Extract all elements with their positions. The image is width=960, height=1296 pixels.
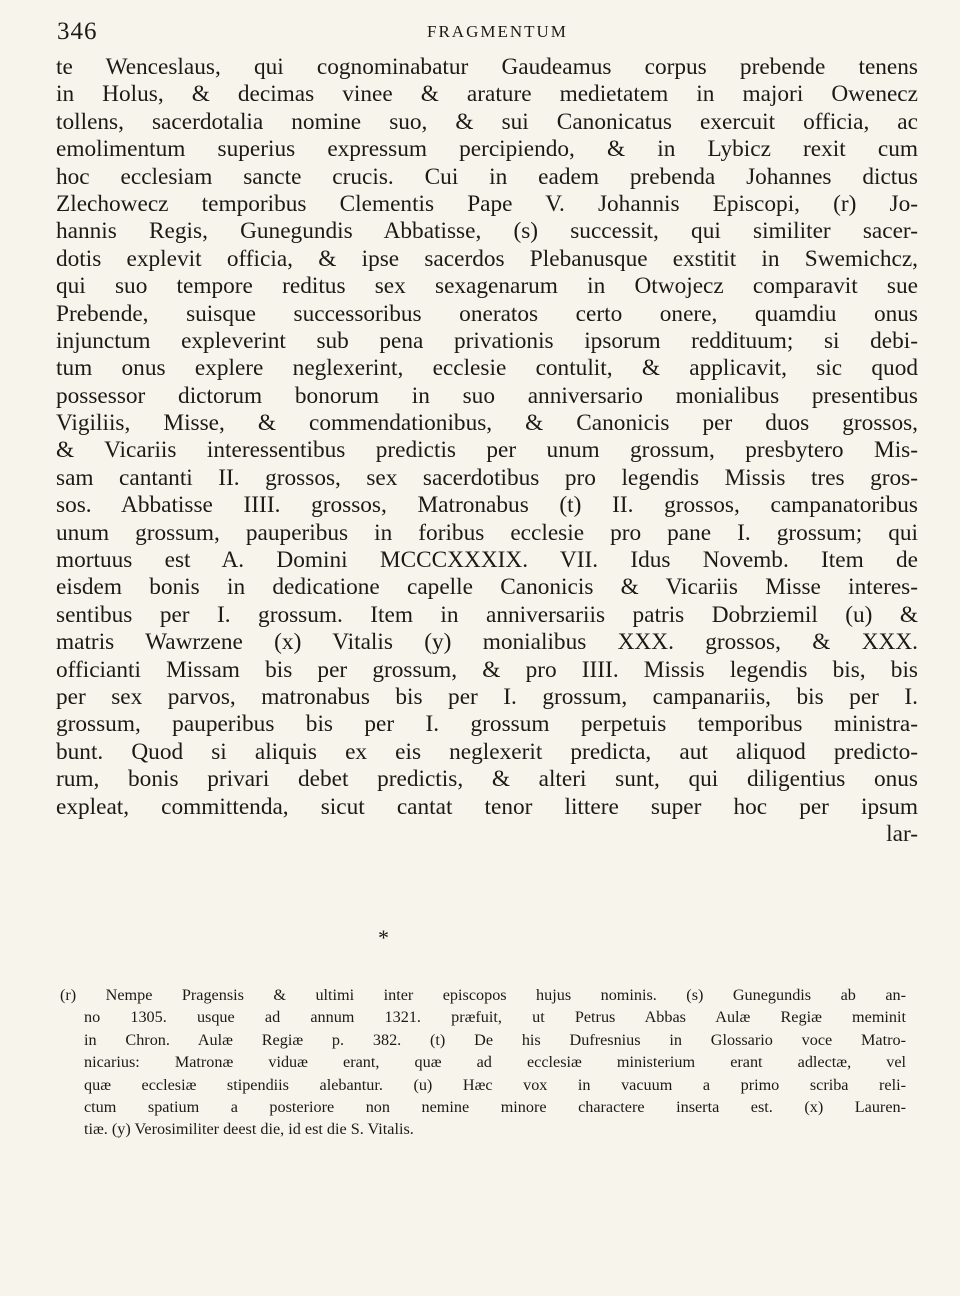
footnote-line: (r) Nempe Pragensis & ultimi inter episcopos hujus nominis. (s) Gunegundis ab an-	[60, 986, 906, 1004]
running-title: FRAGMENTUM	[427, 22, 568, 41]
footnote-line: no 1305. usque ad annum 1321. præfuit, ut Petrus Abbas Aulæ Regiæ meminit	[84, 1008, 906, 1027]
text-line: sos. Abbatisse IIII. grossos, Matronabus (t) II. grossos, campanatoribus	[56, 492, 918, 519]
text-line: Prebende, suisque successoribus oneratos certo onere, quamdiu onus	[56, 300, 918, 327]
text-line: dotis explevit officia, & ipse sacerdos Plebanusque exstitit in Swemichcz,	[56, 245, 918, 272]
text-line: rum, bonis privari debet predictis, & alteri sunt, qui diligentius onus	[56, 766, 918, 793]
separator-mark: *	[378, 925, 389, 950]
text-line: per sex parvos, matronabus bis per I. grossum, campanariis, bis per I.	[56, 683, 918, 710]
text-line: unum grossum, pauperibus in foribus ecclesie pro pane I. grossum; qui	[56, 519, 918, 546]
text-line: officianti Missam bis per grossum, & pro IIII. Missis legendis bis, bis	[56, 656, 918, 683]
text-line: in Holus, & decimas vinee & arature medietatem in majori Owenecz	[56, 81, 918, 108]
text-line: expleat, committenda, sicut cantat tenor littere super hoc per ipsum	[56, 793, 918, 820]
page-header	[57, 18, 917, 48]
text-line: sam cantanti II. grossos, sex sacerdotibus pro legendis Missis tres gros-	[56, 464, 918, 491]
text-line: tollens, sacerdotalia nomine suo, & sui Canonicatus exercuit officia, ac	[56, 108, 918, 135]
footnote-line: quæ ecclesiæ stipendiis alebantur. (u) Hæc vox in vacuum a primo scriba reli-	[84, 1075, 906, 1094]
text-line: mortuus est A. Domini MCCCXXXIX. VII. Idus Novemb. Item de	[56, 547, 918, 574]
text-line: hannis Regis, Gunegundis Abbatisse, (s) successit, qui similiter sacer-	[56, 218, 918, 245]
footnote-line: ctum spatium a posteriore non nemine minore charactere inserta est. (x) Lauren-	[84, 1097, 906, 1116]
text-line: bunt. Quod si aliquis ex eis neglexerit predicta, aut aliquod predicto-	[56, 738, 918, 765]
footnote-line: nicarius: Matronæ viduæ erant, quæ ad ecclesiæ ministerium erant adlectæ, vel	[84, 1053, 906, 1072]
text-line: Vigiliis, Misse, & commendationibus, & Canonicis per duos grossos,	[56, 410, 918, 437]
text-line: sentibus per I. grossum. Item in anniversariis patris Dobrziemil (u) &	[56, 601, 918, 628]
text-line: hoc ecclesiam sancte crucis. Cui in eadem prebenda Johannes dictus	[56, 163, 918, 190]
text-line: tum onus explere neglexerint, ecclesie contulit, & applicavit, sic quod	[56, 355, 918, 382]
footnote-line: tiæ. (y) Verosimiliter deest die, id est die S. Vitalis.	[84, 1120, 414, 1139]
catchword: lar-	[886, 820, 918, 847]
main-text-block	[56, 54, 918, 848]
text-line: matris Wawrzene (x) Vitalis (y) monialibus XXX. grossos, & XXX.	[56, 629, 918, 656]
footnotes-block	[60, 984, 906, 1141]
text-line: emolimentum superius expressum percipiendo, & in Lybicz rexit cum	[56, 136, 918, 163]
page-number: 346	[57, 18, 98, 45]
text-line: injunctum expleverint sub pena privationis ipsorum reddituum; si debi-	[56, 327, 918, 354]
text-line: possessor dictorum bonorum in suo anniversario monialibus presentibus	[56, 382, 918, 409]
text-line: & Vicariis interessentibus predictis per unum grossum, presbytero Mis-	[56, 437, 918, 464]
text-line: grossum, pauperibus bis per I. grossum perpetuis temporibus ministra-	[56, 711, 918, 738]
footnote-line: in Chron. Aulæ Regiæ p. 382. (t) De his Dufresnius in Glossario voce Matro-	[84, 1030, 906, 1049]
text-line: qui suo tempore reditus sex sexagenarum in Otwojecz comparavit sue	[56, 273, 918, 300]
text-line: eisdem bonis in dedicatione capelle Canonicis & Vicariis Misse interes-	[56, 574, 918, 601]
text-line: te Wenceslaus, qui cognominabatur Gaudeamus corpus prebende tenens	[56, 54, 918, 80]
text-line: Zlechowecz temporibus Clementis Pape V. Johannis Episcopi, (r) Jo-	[56, 190, 918, 217]
